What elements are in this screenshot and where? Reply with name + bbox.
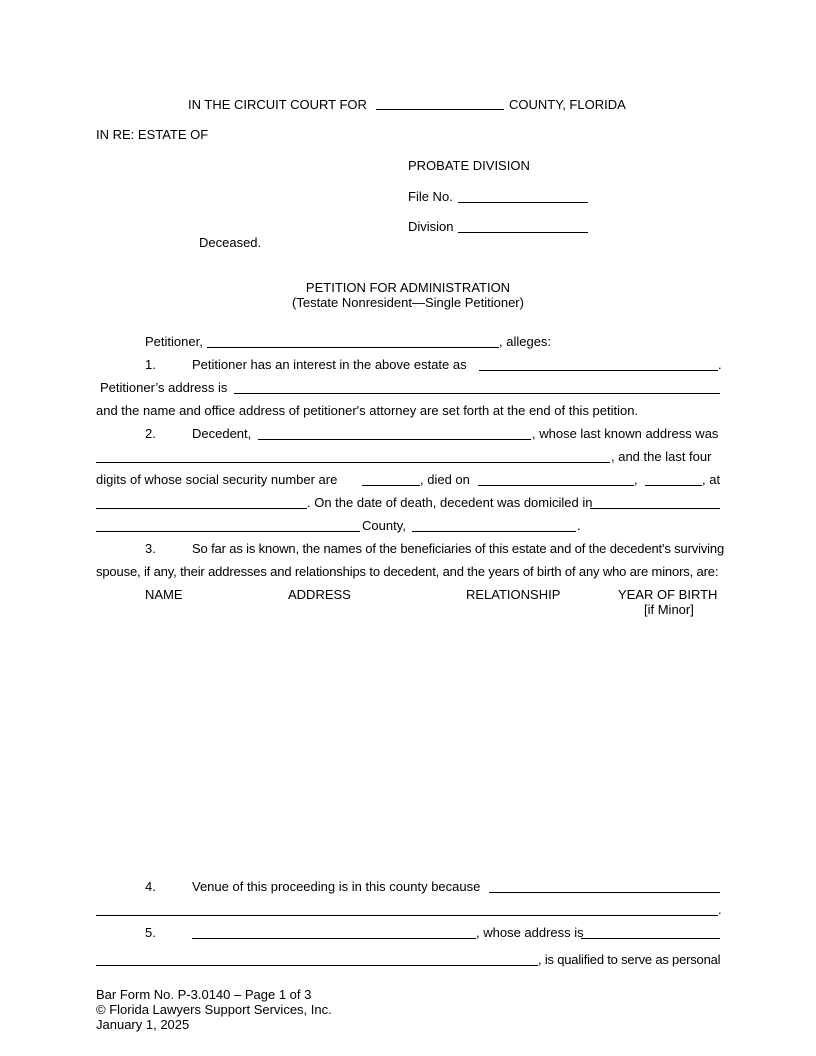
p5-address-blank-2[interactable]	[96, 965, 538, 966]
p5-qualified-label: , is qualified to serve as personal	[538, 952, 721, 967]
column-header-year-of-birth: YEAR OF BIRTH	[618, 587, 718, 602]
p2-at-label: , at	[702, 472, 721, 487]
p5-whose-address-label: , whose address is	[476, 925, 584, 940]
p2-death-year-blank[interactable]	[645, 485, 702, 486]
p4-venue-blank-2[interactable]	[96, 915, 718, 916]
p3-text-line1: So far as is known, the names of the beneficiaries of this estate and of the decedent's surviving	[192, 541, 725, 556]
p2-death-date-blank[interactable]	[478, 485, 634, 486]
petition-title: PETITION FOR ADMINISTRATION	[305, 280, 511, 295]
probate-division: PROBATE DIVISION	[408, 158, 530, 173]
p2-address-blank[interactable]	[96, 462, 610, 463]
p1-attorney-text: and the name and office address of petitioner's attorney are set forth at the end of this petition.	[96, 403, 639, 418]
in-re-estate: IN RE: ESTATE OF	[96, 127, 209, 142]
p1-interest-text: Petitioner has an interest in the above estate as	[192, 357, 467, 372]
beneficiaries-entry-area[interactable]	[96, 625, 720, 865]
p2-number: 2.	[145, 426, 156, 441]
p1-address-blank[interactable]	[234, 393, 720, 394]
p2-death-place-blank[interactable]	[96, 508, 307, 509]
p1-address-label: Petitioner’s address is	[100, 380, 228, 395]
p2-ssn-blank[interactable]	[362, 485, 420, 486]
p5-address-blank[interactable]	[581, 938, 720, 939]
county-suffix: COUNTY, FLORIDA	[509, 97, 626, 112]
p4-venue-blank[interactable]	[489, 892, 720, 893]
file-no-label: File No.	[408, 189, 453, 204]
column-header-name: NAME	[145, 587, 183, 602]
p4-period: .	[718, 902, 722, 917]
p2-state-blank[interactable]	[412, 531, 576, 532]
p2-domiciled-label: . On the date of death, decedent was domiciled in	[307, 495, 593, 510]
division-blank[interactable]	[458, 232, 588, 233]
column-header-if-minor: [if Minor]	[644, 602, 694, 617]
p5-number: 5.	[145, 925, 156, 940]
petitioner-name-blank[interactable]	[207, 347, 499, 348]
footer-date: January 1, 2025	[96, 1017, 190, 1032]
p2-domicile-blank[interactable]	[590, 508, 720, 509]
column-header-relationship: RELATIONSHIP	[466, 587, 561, 602]
p3-text-line2: spouse, if any, their addresses and relationships to decedent, and the years of birth of any who are minors, are:	[96, 564, 719, 579]
p1-number: 1.	[145, 357, 156, 372]
p1-interest-blank[interactable]	[479, 370, 718, 371]
footer-copyright: © Florida Lawyers Support Services, Inc.	[96, 1002, 332, 1017]
petitioner-label: Petitioner,	[145, 334, 203, 349]
p5-name-blank[interactable]	[192, 938, 476, 939]
p2-decedent-label: Decedent,	[192, 426, 252, 441]
p2-county-blank[interactable]	[96, 531, 360, 532]
p4-number: 4.	[145, 879, 156, 894]
p2-last-known-label: , whose last known address was	[532, 426, 719, 441]
p3-number: 3.	[145, 541, 156, 556]
p2-last-four-label: , and the last four	[611, 449, 712, 464]
court-prefix: IN THE CIRCUIT COURT FOR	[188, 97, 367, 112]
petition-subtitle: (Testate Nonresident—Single Petitioner)	[292, 295, 524, 310]
p2-digits-label: digits of whose social security number are	[96, 472, 338, 487]
p2-county-label: County,	[362, 518, 406, 533]
division-label: Division	[408, 219, 454, 234]
deceased-label: Deceased.	[199, 235, 262, 250]
p2-period: .	[577, 518, 581, 533]
p1-period: .	[718, 357, 722, 372]
county-blank[interactable]	[376, 109, 504, 110]
p2-decedent-blank[interactable]	[258, 439, 531, 440]
p2-died-on-label: , died on	[420, 472, 470, 487]
p4-venue-text: Venue of this proceeding is in this county because	[192, 879, 481, 894]
alleges-label: , alleges:	[499, 334, 552, 349]
footer-form-number: Bar Form No. P-3.0140 – Page 1 of 3	[96, 987, 312, 1002]
file-no-blank[interactable]	[458, 202, 588, 203]
p2-comma: ,	[634, 472, 638, 487]
column-header-address: ADDRESS	[288, 587, 351, 602]
